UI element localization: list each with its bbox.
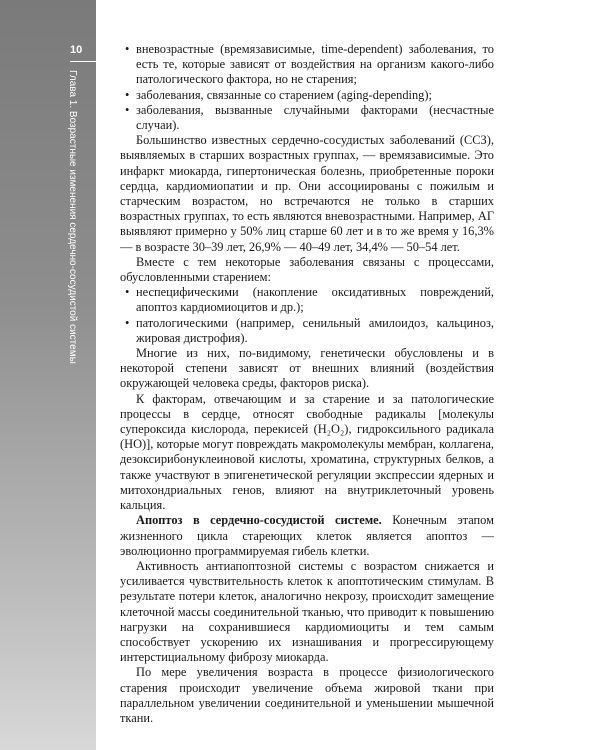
paragraph: Вместе с тем некоторые заболевания связаны с процессами, обусловленными старением:: [120, 254, 494, 285]
paragraph: К факторам, отвечающим и за старение и за патологические процессы в сердце, относят свободные радикалы [молекулы супероксида кислорода, перекисей (H₂O₂), гидроксильного радикала (HO)], которые могут повреждать макромолекулы мембран, коллагена, дезоксирибонуклеиновой кислоты, хроматина, структурных белков, а также участвуют в эпигенетической регуляции экспрессии ядерных и митохондриальных генов, влияют на внутриклеточный уровень кальция.: [120, 391, 494, 513]
paragraph: Большинство известных сердечно-сосудистых заболеваний (ССЗ), выявляемых в старших возрастных группах, — времязависимые. Это инфаркт миокарда, гипертоническая болезнь, приобретенные пороки сердца, кардиомиопатии и пр. Они ассоциированы с пожилым и старческим возрастом, но встречаются не только в старших возрастных группах, то есть являются вневозрастными. Например, АГ выявляют примерно у 50% лиц старше 60 лет и в то же время у 16,3% — в возрасте 30–39 лет, 26,9% — 40–49 лет, 34,4% — 50–54 лет.: [120, 133, 494, 254]
section-heading: Апоптоз в сердечно-сосудистой системе.: [136, 513, 382, 528]
apoptosis-text: Конечным этапом жизненного цикла стареющих клеток является апоптоз — эволюционно программируемая гибель клетки.: [120, 513, 494, 558]
chapter-side-band: [0, 0, 96, 750]
bullet-list-top: [120, 42, 494, 133]
bullet-item: • вневозрастные (времязависимые, time-dependent) заболевания, то есть те, которые зависят от воздействия на организм какого-либо патологического фактора, но не старения;: [120, 42, 494, 88]
paragraph: Многие из них, по-видимому, генетически обусловлены и в некоторой степени зависят от внешних влияний (воздействия окружающей человека среды, факторов риска).: [120, 346, 494, 391]
page-number-rule: [70, 61, 96, 62]
chapter-title-vertical: Глава 1. Возрастные изменения сердечно-сосудистой системы: [67, 70, 78, 364]
bullet-list-mid: [120, 285, 494, 346]
paragraph: Активность антиапоптозной системы с возрастом снижается и усиливается чувствительность клеток к апоптотическим стимулам. В результате потери клеток, аналогично некрозу, происходит замещение клеточной массы соединительной тканью, что приводит к повышению нагрузки на сохранившиеся кардиомиоциты и тем самым способствует ускорению их изнашивания и прогрессирующему интерстициальному фиброзу миокарда.: [120, 558, 494, 665]
page-number: 10: [70, 44, 83, 56]
body-text: [120, 42, 494, 726]
paragraph: По мере увеличения возраста в процессе физиологического старения происходит увеличение объема жировой ткани при параллельном увеличении соединительной и уменьшении мышечной ткани.: [120, 665, 494, 725]
bullet-item: • патологическими (например, сенильный амилоидоз, кальциноз, жировая дистрофия).: [120, 316, 494, 346]
bullet-item: • неспецифическими (накопление оксидативных повреждений, апоптоз кардиомиоцитов и др.);: [120, 285, 494, 315]
bullet-item: • заболевания, связанные со старением (aging-depending);: [120, 88, 494, 103]
bullet-item: • заболевания, вызванные случайными факторами (несчастные случаи).: [120, 103, 494, 133]
apoptosis-paragraph: [120, 513, 494, 559]
